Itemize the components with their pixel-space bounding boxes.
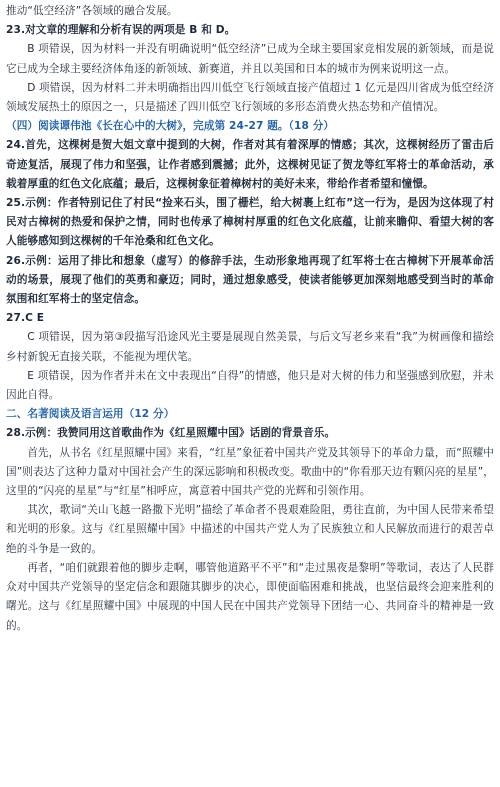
answer-paragraph: 27.C E [6, 312, 45, 325]
answer-paragraph: 28.示例：我赞同用这首歌曲作为《红星照耀中国》话剧的背景音乐。 [6, 427, 336, 440]
answer-paragraph: 23.对文章的理解和分析有误的两项是 B 和 D。 [6, 24, 236, 37]
answer-paragraph: B 项错误，因为材料一并没有明确说明“低空经济”已成为全球主要国家竞相发展的新领域，而是说它已成为全球主要经济体角逐的新领域、新赛道，并且以美国和日本的城市为例来说明这一点。 [6, 43, 494, 75]
answer-paragraph: D 项错误，因为材料二并未明确指出四川低空飞行领域直接产值超过 1 亿元是四川省成为低空经济领域发展热土的原因之一，只是描述了四川低空飞行领域的多形态消费火热态势和产值情况。 [6, 81, 494, 114]
answer-paragraph: 25.示例：作者特别记住了村民“捡来石头，围了栅栏，给大树裹上红布”这一行为，是因为这体现了村民对古樟树的热爱和保护之情，同时也传承了樟树村厚重的红色文化底蕴，让前来瞻仰、看望大树的客人能够感知到这棵树的千年沧桑和红色文化。 [6, 197, 494, 248]
answer-paragraph: 首先，从书名《红星照耀中国》来看，“红星”象征着中国共产党及其领导下的革命力量，而“照耀中国”则表达了这种力量对中国社会产生的深远影响和积极改变。歌曲中的“你看那天边有颗闪亮的星星”，这里的“闪亮的星星”与“红星”相呼应，寓意着中国共产党的光辉和引领作用。 [6, 446, 494, 498]
answer-paragraph: 再者，“咱们就跟着他的脚步走啊，哪管他道路平不平”和“走过黑夜是黎明”等歌词，表达了人民群众对中国共产党领导的坚定信念和跟随其脚步的决心，即使面临困难和挑战，也坚信最终会迎来胜利的曙光。这与《红星照耀中国》中展现的中国人民在中国共产党领导下团结一心、共同奋斗的精神是一致的。 [6, 561, 494, 632]
answer-paragraph: 24.首先，这棵树是贺大姐文章中提到的大树，作者对其有着深厚的情感；其次，这棵树经历了雷击后奇迹复活，展现了伟力和坚强，让作者感到震撼；此外，这棵树见证了贺龙等红军将士的革命活动，承载着厚重的红色文化底蕴；最后，这棵树象征着樟树村的美好未来，带给作者希望和憧憬。 [6, 139, 494, 190]
section-heading: 二、名著阅读及语言运用（12 分） [6, 408, 175, 421]
answer-paragraph: E 项错误，因为作者并未在文中表现出“自得”的情感，他只是对大树的伟力和坚强感到欣慰，并未因此自得。 [6, 369, 494, 402]
answer-paragraph: 26.示例：运用了排比和想象（虚写）的修辞手法，生动形象地再现了红军将士在古樟树下开展革命活动的场景，展现了他们的英勇和豪迈；同时，通过想象感受，使读者能够更加深刻地感受到当时的革命氛围和红军将士的坚定信念。 [6, 254, 494, 306]
answer-paragraph: 其次，歌词“关山飞越一路撒下光明”描绘了革命者不畏艰难险阻，勇往直前，为中国人民带来希望和光明的形象。这与《红星照耀中国》中描述的中国共产党人为了民族独立和人民解放而进行的艰苦卓绝的斗争是一致的。 [6, 504, 494, 555]
section-heading: （四）阅读谭伟池《长在心中的大树》，完成第 24-27 题。（18 分） [6, 120, 335, 133]
answer-paragraph: 推动“低空经济”各领域的融合发展。 [6, 5, 178, 17]
answer-paragraph: C 项错误，因为第③段描写沿途风光主要是展现自然美景，与后文写老乡来看“我”为树画像和描绘乡村新貌无直接关联，不能视为埋伏笔。 [6, 331, 494, 363]
